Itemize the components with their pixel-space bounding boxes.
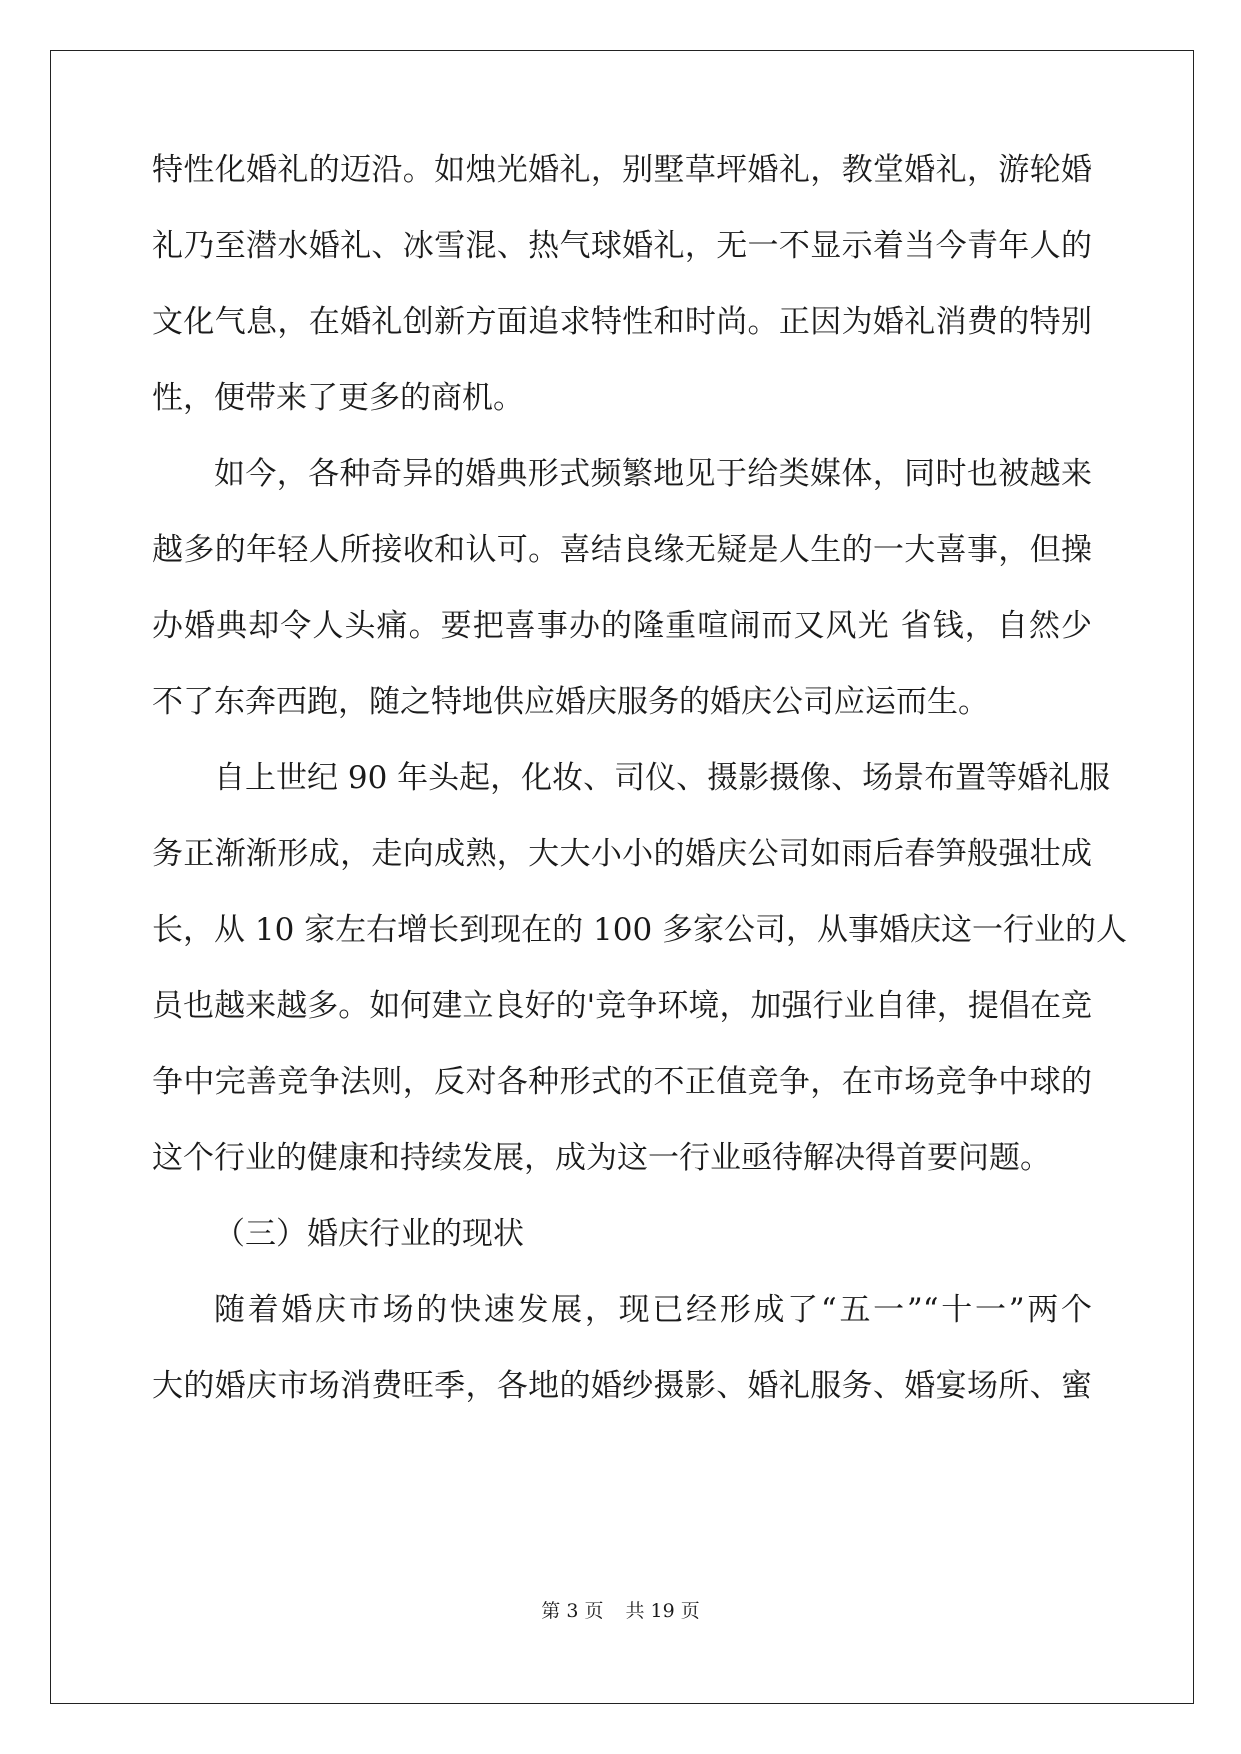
paragraph-first-line: 随着婚庆市场的快速发展，现已经形成了“五一”“十一”两个 [214, 1292, 1092, 1328]
text-line: 特性化婚礼的迈沿。如烛光婚礼，别墅草坪婚礼，教堂婚礼，游轮婚 [152, 152, 1092, 188]
text-line: 大的婚庆市场消费旺季，各地的婚纱摄影、婚礼服务、婚宴场所、蜜 [152, 1368, 1092, 1404]
text-line: 这个行业的健康和持续发展，成为这一行业亟待解决得首要问题。 [152, 1140, 1051, 1176]
text-line: 越多的年轻人所接收和认可。喜结良缘无疑是人生的一大喜事，但操 [152, 532, 1092, 568]
page-total: 共 19 页 [625, 1600, 700, 1622]
text-line: 务正渐渐形成，走向成熟，大大小小的婚庆公司如雨后春笋般强壮成 [152, 836, 1092, 872]
paragraph-first-line: 自上世纪 90 年头起，化妆、司仪、摄影摄像、场景布置等婚礼服 [214, 760, 1111, 796]
text-line: 办婚典却令人头痛。要把喜事办的隆重喧闹而又风光 省钱，自然少 [152, 608, 1092, 644]
text-line: 文化气息，在婚礼创新方面追求特性和时尚。正因为婚礼消费的特别 [152, 304, 1092, 340]
text-line: 礼乃至潜水婚礼、冰雪混、热气球婚礼，无一不显示着当今青年人的 [152, 228, 1092, 264]
paragraph-first-line: 如今，各种奇异的婚典形式频繁地见于给类媒体，同时也被越来 [214, 456, 1092, 492]
text-line: 不了东奔西跑，随之特地供应婚庆服务的婚庆公司应运而生。 [152, 684, 989, 720]
text-line: 性，便带来了更多的商机。 [152, 380, 524, 416]
page-footer [0, 1596, 1241, 1623]
text-line: 长，从 10 家左右增长到现在的 100 多家公司，从事婚庆这一行业的人 [152, 912, 1128, 948]
page-number: 第 3 页 [541, 1600, 604, 1622]
section-heading: （三）婚庆行业的现状 [214, 1216, 524, 1252]
text-line: 员也越来越多。如何建立良好的'竞争环境，加强行业自律，提倡在竞 [152, 988, 1092, 1024]
text-line: 争中完善竞争法则，反对各种形式的不正值竞争，在市场竞争中球的 [152, 1064, 1092, 1100]
